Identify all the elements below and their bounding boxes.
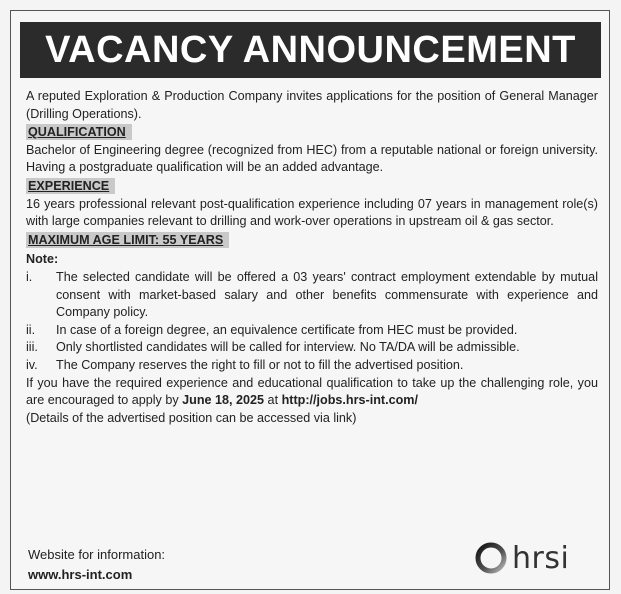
apply-deadline: June 18, 2025 (182, 393, 265, 408)
hrsi-ring-logo-icon (474, 541, 508, 575)
note-item-text: Only shortlisted candidates will be called for interview. No TA/DA will be admissible. (56, 340, 520, 355)
banner-title: VACANCY ANNOUNCEMENT (20, 22, 601, 78)
details-text: (Details of the advertised position can be accessed via link) (26, 410, 357, 425)
note-item (26, 357, 598, 375)
note-heading: Note: (26, 252, 59, 267)
ad-content (26, 88, 598, 427)
note-item-text: The Company reserves the right to fill or not to fill the advertised position. (56, 357, 464, 372)
intro-text: A reputed Exploration & Production Company invites applications for the position of General Manager (Drilling Operations). (26, 89, 598, 121)
note-item-number: iv. (26, 357, 38, 372)
website-link[interactable]: www.hrs-int.com (28, 567, 133, 582)
apply-link[interactable]: http://jobs.hrs-int.com/ (281, 393, 419, 408)
note-item (26, 339, 598, 357)
qualification-text: Bachelor of Engineering degree (recognized from HEC) from a reputable national or foreign university. Having a postgraduate qualification will be an added advantage. (26, 142, 598, 175)
experience-heading: EXPERIENCE (26, 178, 115, 194)
note-item-text: In case of a foreign degree, an equivalence certificate from HEC must be provided. (56, 322, 518, 337)
apply-text: If you have the required experience and educational qualification to take up the challenging role, you are encouraged to apply by (26, 375, 598, 408)
note-item-number: i. (26, 269, 33, 284)
apply-text-mid: at (264, 393, 282, 408)
footer (28, 545, 165, 585)
qualification-heading: QUALIFICATION (26, 124, 132, 140)
apply-paragraph (26, 375, 598, 410)
note-item (26, 269, 598, 322)
hrsi-logo (474, 540, 584, 576)
note-item-number: iii. (26, 340, 38, 355)
note-item (26, 322, 598, 340)
note-item-number: ii. (26, 322, 36, 337)
logo-text: hrsi (512, 540, 570, 576)
note-item-text: The selected candidate will be offered a 03 years' contract employment extendable by mutual consent with market-based salary and other benefits commensurate with experience and Company policy. (56, 269, 598, 320)
age-limit-heading: MAXIMUM AGE LIMIT: 55 YEARS (26, 232, 229, 248)
experience-text: 16 years professional relevant post-qualification experience including 07 years in management role(s) with large companies relevant to drilling and work-over operations in upstream oil & gas sector. (26, 196, 598, 229)
website-label: Website for information: (28, 547, 166, 562)
